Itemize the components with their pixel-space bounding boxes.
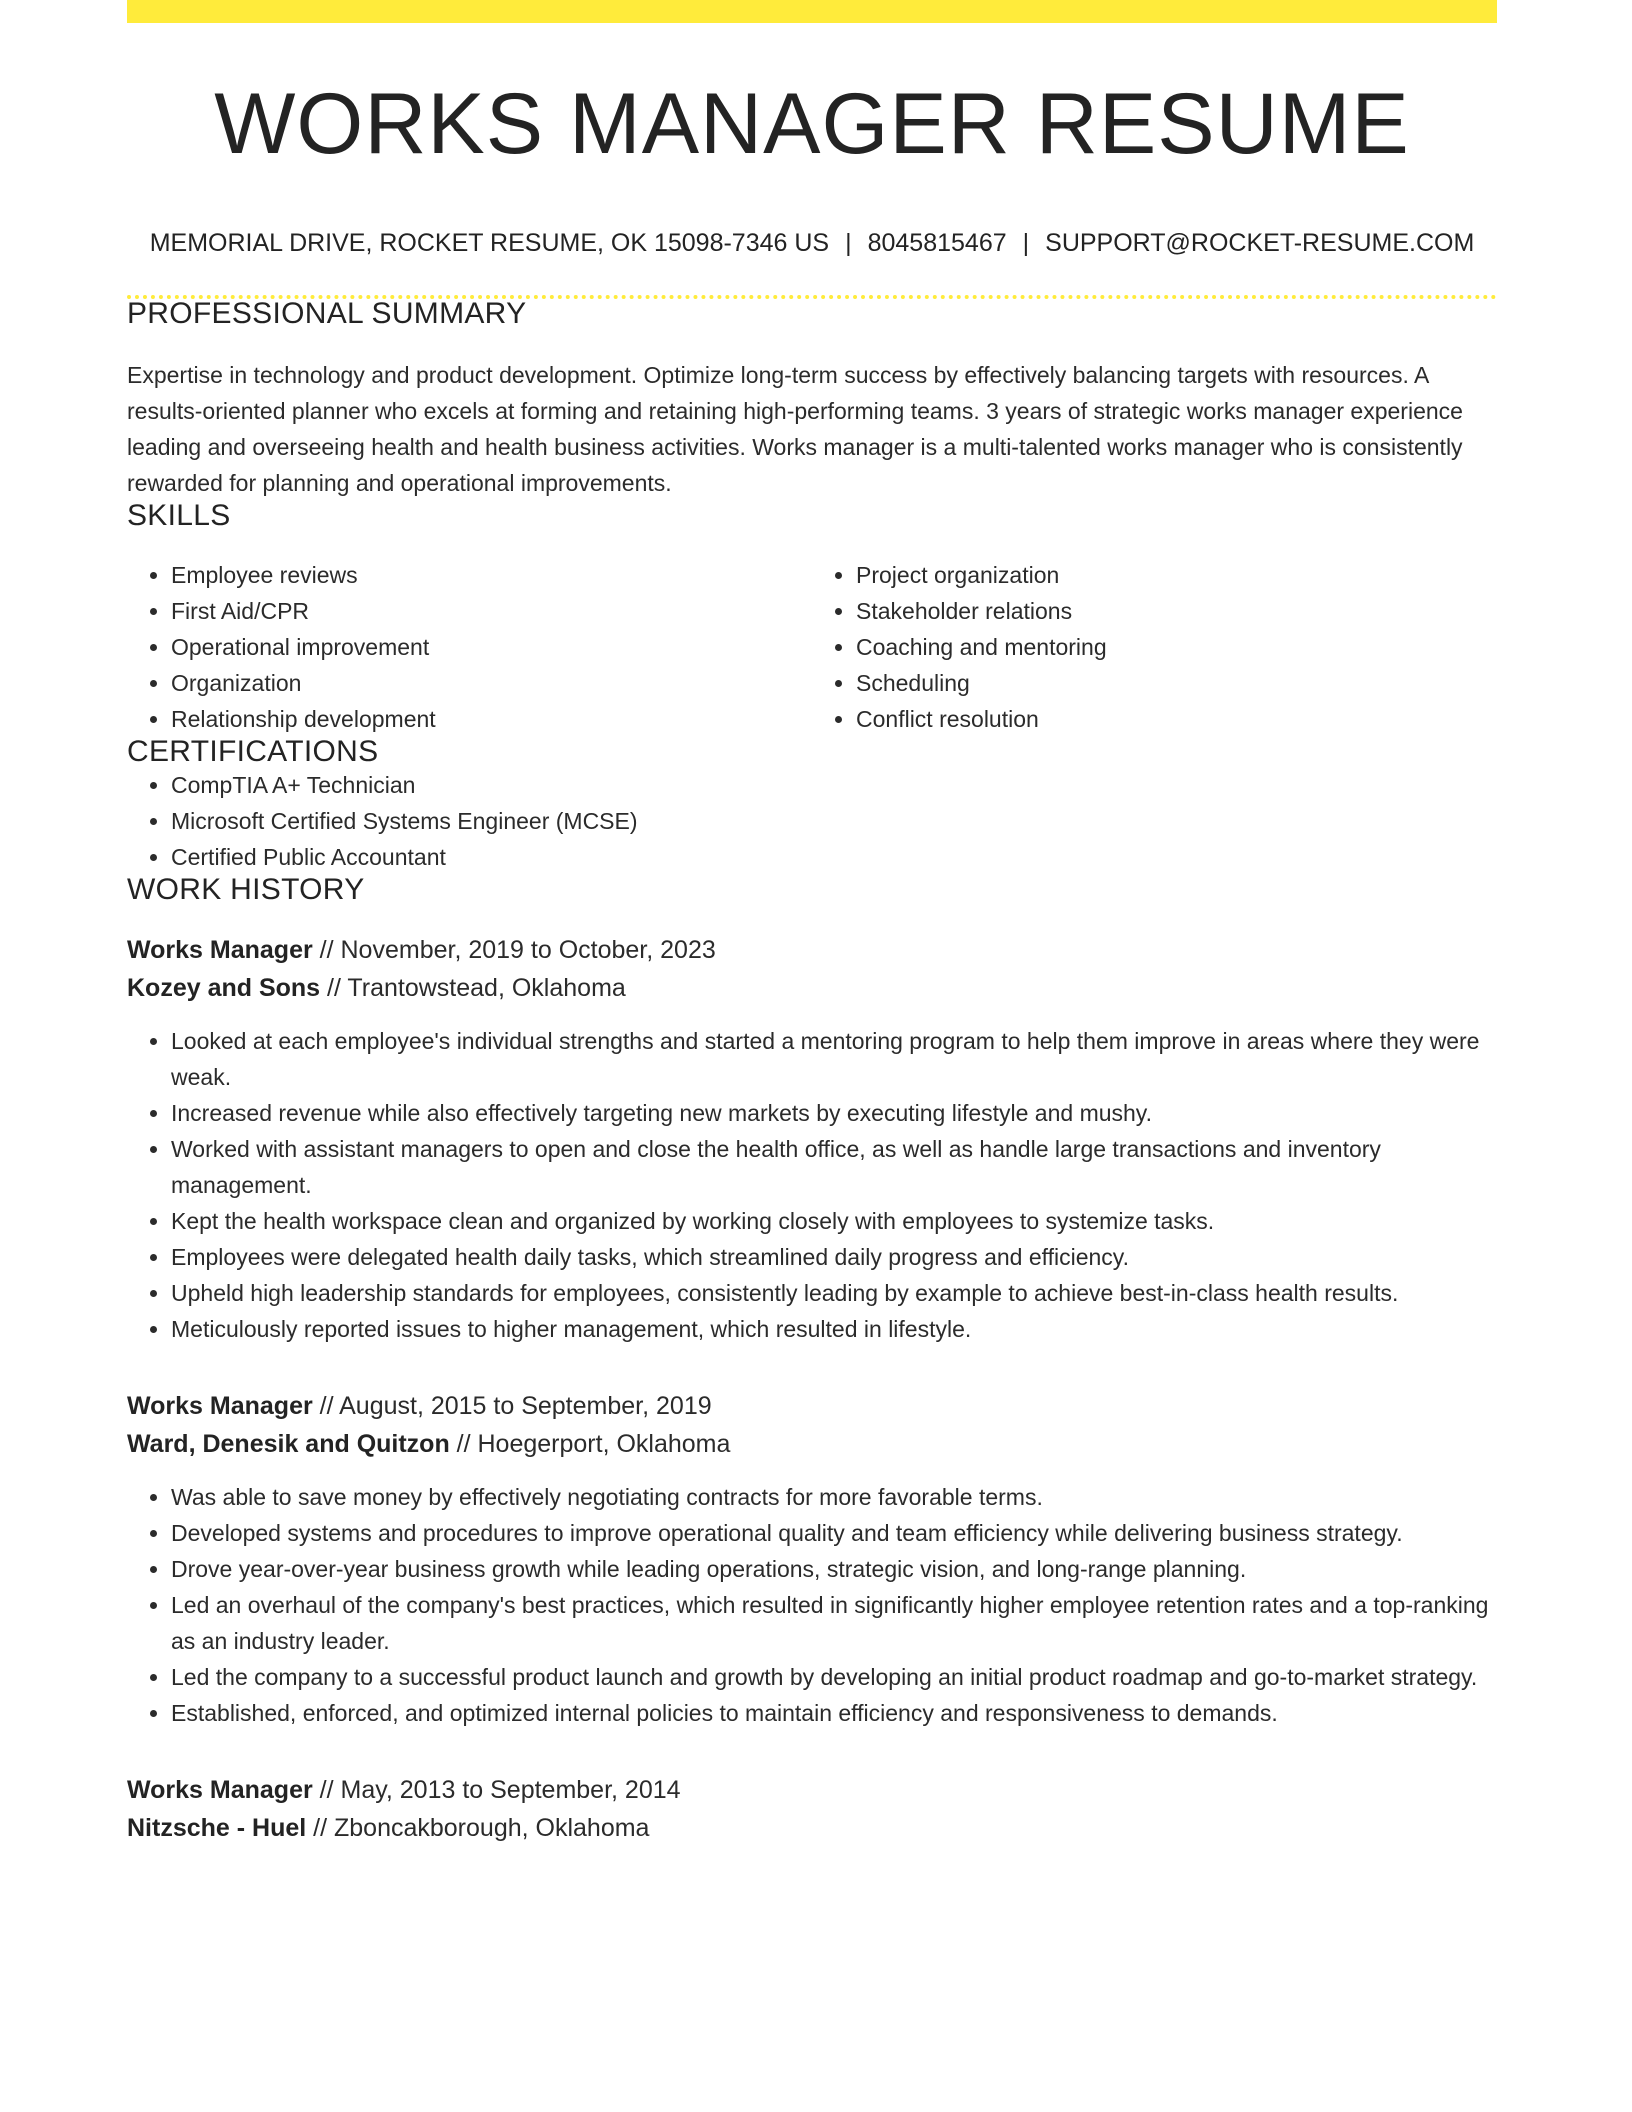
skill-item: • Relationship development xyxy=(171,701,812,737)
job-bullet: • Developed systems and procedures to improve operational quality and team efficiency while delivering business strategy. xyxy=(171,1515,1497,1551)
contact-separator: | xyxy=(1022,229,1030,257)
contact-line xyxy=(127,231,1497,256)
certification-item: • Certified Public Accountant xyxy=(171,839,1497,875)
skill-item: • First Aid/CPR xyxy=(171,593,812,629)
skill-item: • Organization xyxy=(171,665,812,701)
job-bullet: • Established, enforced, and optimized internal policies to maintain efficiency and responsiveness to demands. xyxy=(171,1695,1497,1731)
certification-item: • CompTIA A+ Technician xyxy=(171,767,1497,803)
skill-item: • Scheduling xyxy=(856,665,1497,701)
job-company-line xyxy=(127,1809,1497,1847)
job-bullets xyxy=(127,1479,1497,1731)
job-dates: // November, 2019 to October, 2023 xyxy=(312,936,716,964)
certifications-heading: CERTIFICATIONS xyxy=(127,735,379,768)
job-bullet: • Employees were delegated health daily tasks, which streamlined daily progress and efficiency. xyxy=(171,1239,1497,1275)
job-bullet: • Upheld high leadership standards for employees, consistently leading by example to achieve best-in-class health results. xyxy=(171,1275,1497,1311)
summary-heading: PROFESSIONAL SUMMARY xyxy=(127,297,527,330)
certification-item: • Microsoft Certified Systems Engineer (MCSE) xyxy=(171,803,1497,839)
job-company: Kozey and Sons xyxy=(127,974,321,1002)
skill-item: • Stakeholder relations xyxy=(856,593,1497,629)
job-bullet: • Looked at each employee's individual strengths and started a mentoring program to help them improve in areas where they were weak. xyxy=(171,1023,1497,1095)
contact-phone: 8045815467 xyxy=(867,229,1007,257)
resume-title: WORKS MANAGER RESUME xyxy=(214,76,1410,172)
resume-page xyxy=(127,0,1497,1847)
job-bullet: • Was able to save money by effectively negotiating contracts for more favorable terms. xyxy=(171,1479,1497,1515)
skills-list xyxy=(127,557,1497,737)
skills-heading: SKILLS xyxy=(127,499,231,532)
job-title-line xyxy=(127,1387,1497,1425)
certifications-list xyxy=(127,767,1497,875)
job-dates: // May, 2013 to September, 2014 xyxy=(312,1776,681,1804)
work-history-list xyxy=(127,931,1497,1847)
skill-item: • Coaching and mentoring xyxy=(856,629,1497,665)
job-title: Works Manager xyxy=(127,936,313,964)
contact-email: SUPPORT@ROCKET-RESUME.COM xyxy=(1045,229,1475,257)
skill-item: • Employee reviews xyxy=(171,557,812,593)
job-location: // Trantowstead, Oklahoma xyxy=(320,974,626,1002)
job-entry xyxy=(127,1771,1497,1847)
job-bullet: • Worked with assistant managers to open and close the health office, as well as handle large transactions and inventory management. xyxy=(171,1131,1497,1203)
job-bullets xyxy=(127,1023,1497,1347)
job-bullet: • Drove year-over-year business growth while leading operations, strategic vision, and long-range planning. xyxy=(171,1551,1497,1587)
skill-item: • Project organization xyxy=(856,557,1497,593)
job-bullet: • Led an overhaul of the company's best practices, which resulted in significantly higher employee retention rates and a top-ranking as an industry leader. xyxy=(171,1587,1497,1659)
skill-item: • Operational improvement xyxy=(171,629,812,665)
job-location: // Zboncakborough, Oklahoma xyxy=(306,1814,650,1842)
top-accent-bar xyxy=(127,0,1497,23)
job-company: Ward, Denesik and Quitzon xyxy=(127,1430,450,1458)
job-dates: // August, 2015 to September, 2019 xyxy=(312,1392,712,1420)
skills-left-column xyxy=(127,557,812,737)
skills-right-column xyxy=(812,557,1497,737)
job-bullet: • Increased revenue while also effectively targeting new markets by executing lifestyle and mushy. xyxy=(171,1095,1497,1131)
job-location: // Hoegerport, Oklahoma xyxy=(449,1430,731,1458)
contact-address: MEMORIAL DRIVE, ROCKET RESUME, OK 15098-7346 US xyxy=(149,229,830,257)
work-history-heading: WORK HISTORY xyxy=(127,873,365,906)
summary-text: Expertise in technology and product development. Optimize long-term success by effectively balancing targets with resources. A results-oriented planner who excels at forming and retaining high-performing teams. 3 years of strategic works manager experience leading and overseeing health and health business activities. Works manager is a multi-talented works manager who is consistently rewarded for planning and operational improvements. xyxy=(127,362,1463,496)
job-company-line xyxy=(127,1425,1497,1463)
job-company-line xyxy=(127,969,1497,1007)
job-title: Works Manager xyxy=(127,1776,313,1804)
job-company: Nitzsche - Huel xyxy=(127,1814,307,1842)
contact-separator: | xyxy=(845,229,852,257)
job-bullet: • Kept the health workspace clean and organized by working closely with employees to systemize tasks. xyxy=(171,1203,1497,1239)
job-title-line xyxy=(127,1771,1497,1809)
job-entry xyxy=(127,1387,1497,1731)
job-entry xyxy=(127,931,1497,1347)
job-bullet: • Meticulously reported issues to higher management, which resulted in lifestyle. xyxy=(171,1311,1497,1347)
job-title: Works Manager xyxy=(127,1392,313,1420)
skill-item: • Conflict resolution xyxy=(856,701,1497,737)
job-title-line xyxy=(127,931,1497,969)
job-bullet: • Led the company to a successful product launch and growth by developing an initial product roadmap and go-to-market strategy. xyxy=(171,1659,1497,1695)
